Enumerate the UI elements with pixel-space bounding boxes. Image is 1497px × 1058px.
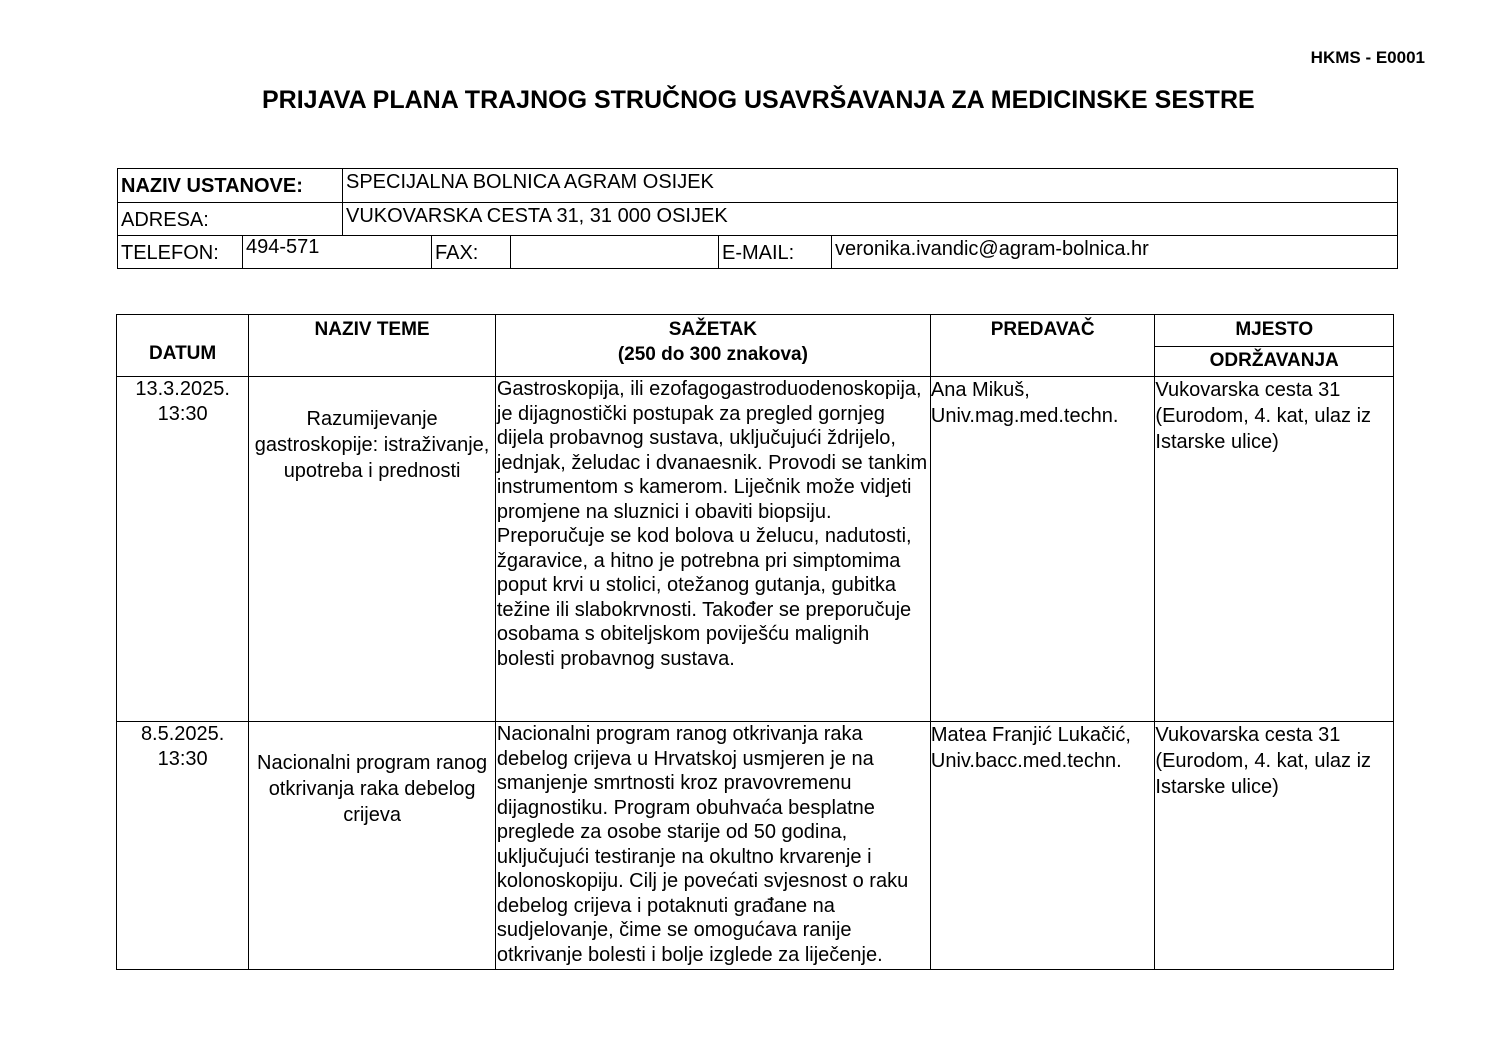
form-code: HKMS - E0001 bbox=[1310, 48, 1425, 67]
header-naziv-teme: NAZIV TEME bbox=[249, 315, 496, 377]
row-date: 13.3.2025. bbox=[135, 378, 230, 400]
header-odrzavanja: ODRŽAVANJA bbox=[1155, 347, 1394, 377]
row-date-cell bbox=[117, 377, 249, 722]
row-topic: Razumijevanje gastroskopije: istraživanje, upotreba i prednosti bbox=[249, 377, 496, 722]
institution-name-label: NAZIV USTANOVE: bbox=[121, 175, 303, 197]
table-header-row bbox=[117, 315, 1394, 347]
header-datum: DATUM bbox=[117, 315, 249, 377]
row-lecturer: Ana Mikuš, Univ.mag.med.techn. bbox=[930, 377, 1155, 722]
row-lecturer: Matea Franjić Lukačić, Univ.bacc.med.techn. bbox=[930, 722, 1155, 970]
row-location: Vukovarska cesta 31 (Eurodom, 4. kat, ulaz iz Istarske ulice) bbox=[1155, 377, 1394, 722]
header-sazetak bbox=[495, 315, 930, 377]
email-value: veronika.ivandic@agram-bolnica.hr bbox=[831, 236, 1397, 268]
header-sazetak-note: (250 do 300 znakova) bbox=[617, 344, 808, 365]
header-predavac: PREDAVAČ bbox=[930, 315, 1155, 377]
institution-name-value: SPECIJALNA BOLNICA AGRAM OSIJEK bbox=[342, 169, 1397, 202]
address-label: ADRESA: bbox=[121, 209, 209, 231]
table-row bbox=[117, 377, 1394, 722]
institution-name-row bbox=[118, 169, 1397, 202]
table-row bbox=[117, 722, 1394, 970]
header-sazetak-title: SAŽETAK bbox=[668, 319, 758, 340]
address-row bbox=[118, 202, 1397, 235]
row-summary: Nacionalni program ranog otkrivanja raka debelog crijeva u Hrvatskoj usmjeren je na smanjenje smrtnosti kroz pravovremenu dijagnostiku. Program obuhvaća besplatne preglede za osobe starije od 50 godina, uključujući testiranje na okultno krvarenje i kolonoskopiju. Cilj je povećati svjesnost o raku debelog crijeva i potaknuti građane na sudjelovanje, čime se omogućava ranije otkrivanje bolesti i bolje izglede za liječenje. bbox=[495, 722, 930, 970]
row-time: 13:30 bbox=[157, 402, 208, 425]
row-location: Vukovarska cesta 31 (Eurodom, 4. kat, ulaz iz Istarske ulice) bbox=[1155, 722, 1394, 970]
fax-label: FAX: bbox=[431, 236, 510, 268]
education-plan-table bbox=[116, 314, 1394, 970]
phone-label: TELEFON: bbox=[121, 242, 219, 264]
institution-info-table bbox=[117, 168, 1398, 269]
row-date-cell bbox=[117, 722, 249, 970]
row-summary: Gastroskopija, ili ezofagogastroduodenoskopija, je dijagnostički postupak za pregled gornjeg dijela probavnog sustava, uključujući ždrijelo, jednjak, želudac i dvanaesnik. Provodi se tankim instrumentom s kamerom. Liječnik može vidjeti promjene na sluznici i obaviti biopsiju. Preporučuje se kod bolova u želucu, nadutosti, žgaravice, a hitno je potrebna pri simptomima poput krvi u stolici, otežanog gutanja, gubitka težine ili slabokrvnosti. Također se preporučuje osobama s obiteljskom poviješću malignih bolesti probavnog sustava. bbox=[495, 377, 930, 722]
fax-value bbox=[510, 236, 718, 268]
row-topic: Nacionalni program ranog otkrivanja raka debelog crijeva bbox=[249, 722, 496, 970]
header-mjesto: MJESTO bbox=[1155, 315, 1394, 347]
row-time: 13:30 bbox=[157, 747, 208, 770]
address-value: VUKOVARSKA CESTA 31, 31 000 OSIJEK bbox=[342, 203, 1397, 235]
email-label: E-MAIL: bbox=[718, 236, 831, 268]
phone-value: 494-571 bbox=[242, 236, 431, 268]
page-title: PRIJAVA PLANA TRAJNOG STRUČNOG USAVRŠAVANJA ZA MEDICINSKE SESTRE bbox=[262, 86, 1255, 114]
contact-row bbox=[118, 235, 1397, 268]
row-date: 8.5.2025. bbox=[140, 723, 225, 745]
